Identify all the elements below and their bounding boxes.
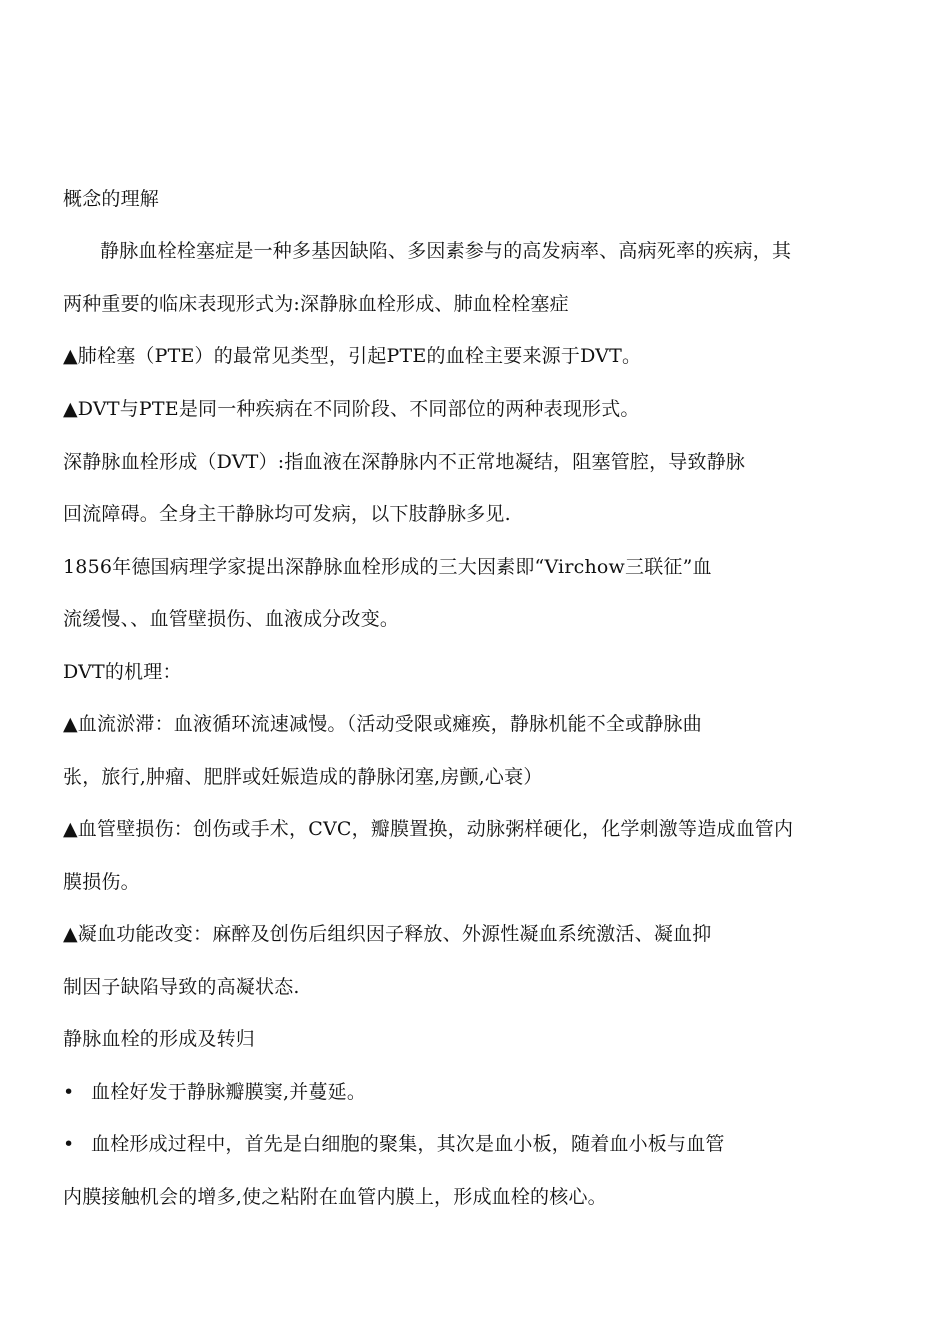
mechanism-stasis-line-2: 张，旅行,肿瘤、肥胖或妊娠造成的静脉闭塞,房颤,心衰） bbox=[63, 766, 543, 788]
dvt-definition-line-2: 回流障碍。全身主干静脉均可发病，以下肢静脉多见. bbox=[63, 503, 511, 525]
bullet-item-1 bbox=[63, 1078, 366, 1106]
formation-heading: 静脉血栓的形成及转归 bbox=[63, 1028, 256, 1050]
pte-point: ▲肺栓塞（PTE）的最常见类型，引起PTE的血栓主要来源于DVT。 bbox=[63, 345, 642, 367]
mechanism-heading: DVT的机理： bbox=[63, 661, 182, 683]
bullet-item-2 bbox=[63, 1130, 725, 1158]
dvt-pte-relation-point: ▲DVT与PTE是同一种疾病在不同阶段、不同部位的两种表现形式。 bbox=[63, 398, 640, 420]
bullet-item-2-continuation: 内膜接触机会的增多,使之粘附在血管内膜上，形成血栓的核心。 bbox=[63, 1186, 607, 1208]
bullet-marker: • bbox=[63, 1081, 75, 1103]
bullet-text: 血栓形成过程中，首先是白细胞的聚集，其次是血小板，随着血小板与血管 bbox=[91, 1133, 725, 1155]
bullet-text: 血栓好发于静脉瓣膜窦,并蔓延。 bbox=[91, 1081, 367, 1103]
mechanism-coagulation-line-1: ▲凝血功能改变：麻醉及创伤后组织因子释放、外源性凝血系统激活、凝血抑 bbox=[63, 923, 712, 945]
dvt-definition-line-1: 深静脉血栓形成（DVT）:指血液在深静脉内不正常地凝结，阻塞管腔，导致静脉 bbox=[63, 451, 746, 473]
concept-heading: 概念的理解 bbox=[63, 188, 160, 210]
intro-paragraph-line-2: 两种重要的临床表现形式为:深静脉血栓形成、肺血栓栓塞症 bbox=[63, 293, 569, 315]
mechanism-stasis-line-1: ▲血流淤滞：血液循环流速减慢。（活动受限或瘫痪，静脉机能不全或静脉曲 bbox=[63, 713, 702, 735]
mechanism-coagulation-line-2: 制因子缺陷导致的高凝状态. bbox=[63, 976, 300, 998]
mechanism-wall-injury-line-2: 膜损伤。 bbox=[63, 871, 140, 893]
intro-paragraph-line-1: 静脉血栓栓塞症是一种多基因缺陷、多因素参与的高发病率、高病死率的疾病，其 bbox=[100, 240, 792, 262]
virchow-line-2: 流缓慢、、血管壁损伤、血液成分改变。 bbox=[63, 608, 400, 630]
bullet-marker: • bbox=[63, 1133, 75, 1155]
mechanism-wall-injury-line-1: ▲血管壁损伤：创伤或手术，CVC，瓣膜置换，动脉粥样硬化，化学刺激等造成血管内 bbox=[63, 818, 794, 840]
virchow-line-1: 1856年德国病理学家提出深静脉血栓形成的三大因素即“Virchow三联征”血 bbox=[63, 556, 712, 578]
